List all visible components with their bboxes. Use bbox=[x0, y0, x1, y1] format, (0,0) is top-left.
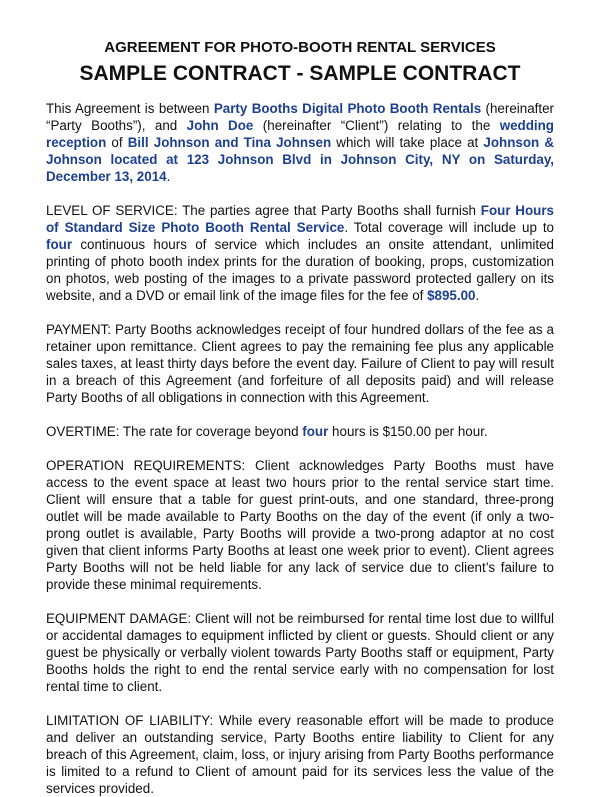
intro-text-5: which will take place at bbox=[331, 135, 484, 150]
operation-requirements-paragraph: OPERATION REQUIREMENTS: Client acknowledges Party Booths must have access to the event space at least two hours prior to the rental service start time. Client will ensure that a table for guest print-outs, and one standard, three-prong outlet will be made available to Party Booths on the day of the event (if only a two-prong outlet is available, Party Booths will provide a two-prong adaptor at no cost given that client informs Party Booths at least one week prior to event). Client agrees Party Booths will not be held liable for any lack of service due to client’s failure to provide these minimal requirements. bbox=[46, 458, 554, 592]
payment-paragraph: PAYMENT: Party Booths acknowledges receipt of four hundred dollars of the fee as a retainer upon remittance. Client agrees to pay the remaining fee plus any applicable sales taxes, at least thirty days before the event day. Failure of Client to pay will result in a breach of this Agreement (and forfeiture of all deposits paid) and will release Party Booths of all obligations in connection with this Agreement. bbox=[46, 322, 554, 405]
intro-text-6: . bbox=[166, 169, 171, 184]
level-text-4: . bbox=[475, 288, 480, 303]
level-text-3: continuous hours of service which includes an onsite attendant, unlimited printing of photo booth index prints for the duration of booking, props, customization on photos, web posting of the images to a private password protected gallery on its website, and a DVD or email link of the image files for the fee of bbox=[46, 237, 554, 303]
service-fee: $895.00 bbox=[427, 288, 476, 303]
level-text-1: LEVEL OF SERVICE: The parties agree that Party Booths shall furnish bbox=[46, 203, 481, 218]
level-text-2: . Total coverage will include up to bbox=[344, 220, 555, 235]
intro-paragraph bbox=[46, 100, 554, 185]
intro-text-3: (hereinafter “Client”) relating to the bbox=[253, 118, 500, 133]
company-name: Party Booths Digital Photo Booth Rentals bbox=[213, 101, 482, 116]
overtime-text-2: hours is $150.00 per hour. bbox=[328, 424, 488, 439]
overtime-text-1: OVERTIME: The rate for coverage beyond bbox=[46, 424, 303, 439]
agreement-heading: AGREEMENT FOR PHOTO-BOOTH RENTAL SERVICES bbox=[104, 39, 496, 56]
intro-text-2: (hereinafter “Party Booths”), and bbox=[46, 101, 554, 133]
intro-text-1: This Agreement is between bbox=[46, 101, 214, 116]
overtime-paragraph bbox=[46, 423, 554, 440]
coverage-hours: four bbox=[46, 237, 73, 252]
event-type: wedding reception bbox=[46, 118, 554, 150]
limitation-of-liability-paragraph: LIMITATION OF LIABILITY: While every reasonable effort will be made to produce and deliver an outstanding service, Party Booths entire liability to Client for any breach of this Agreement, claim, loss, or injury arising from Party Booths performance is limited to a refund to Client of amount paid for its services less the value of the services provided. bbox=[46, 713, 554, 796]
service-package: Four Hours of Standard Size Photo Booth Rental Service bbox=[46, 203, 554, 235]
equipment-damage-paragraph: EQUIPMENT DAMAGE: Client will not be reimbursed for rental time lost due to willful or accidental damages to equipment inflicted by client or guests. Should client or any guest be physically or verbally violent towards Party Booths staff or equipment, Party Booths holds the right to end the rental service early with no compensation for lost rental time to client. bbox=[46, 611, 554, 694]
level-of-service-paragraph bbox=[46, 202, 554, 304]
client-name: John Doe bbox=[186, 118, 254, 133]
sample-contract-title: SAMPLE CONTRACT - SAMPLE CONTRACT bbox=[79, 62, 521, 85]
intro-text-4: of bbox=[106, 135, 128, 150]
overtime-hours: four bbox=[302, 424, 329, 439]
couple-names: Bill Johnson and Tina Johnsen bbox=[127, 135, 332, 150]
venue-date: Johnson & Johnson located at 123 Johnson Blvd in Johnson City, NY on Saturday, December 13, 2014 bbox=[46, 135, 555, 184]
